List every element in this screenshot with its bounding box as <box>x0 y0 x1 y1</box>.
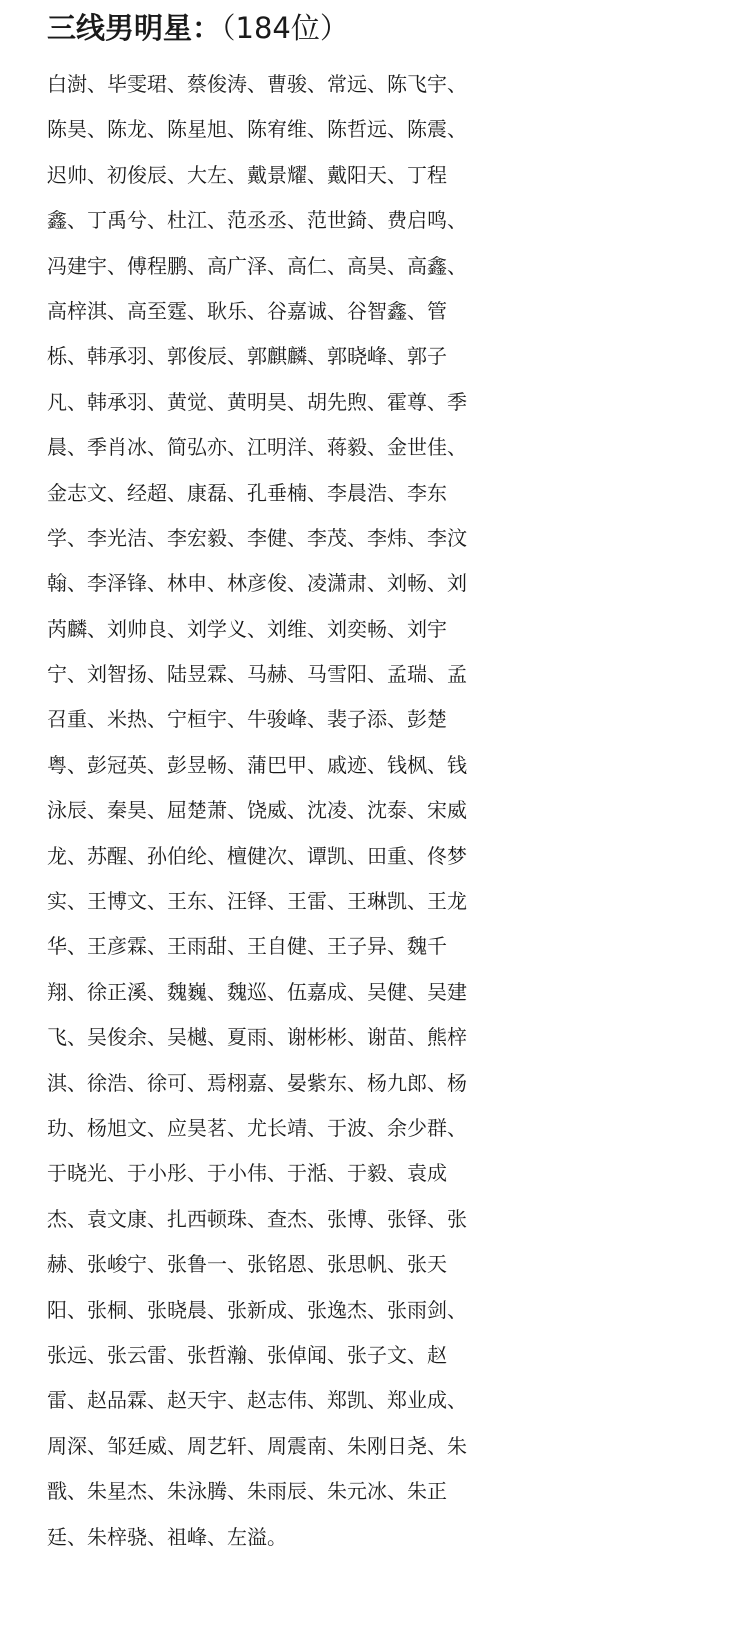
name-list-line: 冯建宇、傅程鹏、高广泽、高仁、高昊、高鑫、 <box>47 253 467 278</box>
name-list-line: 飞、吴俊余、吴樾、夏雨、谢彬彬、谢苗、熊梓 <box>47 1025 467 1050</box>
name-list-line: 翰、李泽锋、林申、林彦俊、凌潇肃、刘畅、刘 <box>47 571 467 596</box>
name-list-line: 凡、韩承羽、黄觉、黄明昊、胡先煦、霍尊、季 <box>47 389 467 414</box>
name-list-line: 龙、苏醒、孙伯纶、檀健次、谭凯、田重、佟梦 <box>47 843 467 868</box>
name-list-line: 陈昊、陈龙、陈星旭、陈宥维、陈哲远、陈震、 <box>47 117 467 142</box>
name-list-line: 金志文、经超、康磊、孔垂楠、李晨浩、李东 <box>47 480 447 505</box>
name-list-line: 粤、彭冠英、彭昱畅、蒲巴甲、戚迹、钱枫、钱 <box>47 752 467 777</box>
heading-count: （184位） <box>221 11 349 45</box>
name-list-line: 迟帅、初俊辰、大左、戴景耀、戴阳天、丁程 <box>47 162 447 187</box>
name-list-line: 芮麟、刘帅良、刘学义、刘维、刘奕畅、刘宇 <box>47 616 447 641</box>
name-list-line: 白澍、毕雯珺、蔡俊涛、曹骏、常远、陈飞宇、 <box>47 72 467 96</box>
name-list-line: 召重、米热、宁桓宇、牛骏峰、裴子添、彭楚 <box>47 707 447 732</box>
heading-title: 三线男明星： <box>47 11 222 45</box>
name-list-line: 于晓光、于小彤、于小伟、于湉、于毅、袁成 <box>47 1161 447 1186</box>
name-list-line: 玏、杨旭文、应昊茗、尤长靖、于波、余少群、 <box>47 1115 467 1140</box>
name-list-line: 宁、刘智扬、陆昱霖、马赫、马雪阳、孟瑞、孟 <box>47 662 467 687</box>
name-list-line: 张远、张云雷、张哲瀚、张倬闻、张子文、赵 <box>47 1342 447 1367</box>
name-list-line: 实、王博文、王东、汪铎、王雷、王琳凯、王龙 <box>47 889 467 914</box>
name-list-line: 晨、季肖冰、简弘亦、江明洋、蒋毅、金世佳、 <box>47 435 467 460</box>
page-heading <box>47 6 349 50</box>
name-list-line: 学、李光洁、李宏毅、李健、李茂、李炜、李汶 <box>47 525 467 550</box>
name-list-line: 华、王彦霖、王雨甜、王自健、王子异、魏千 <box>47 934 447 959</box>
name-list-line: 泳辰、秦昊、屈楚萧、饶威、沈凌、沈泰、宋威 <box>47 798 467 823</box>
name-list-line: 雷、赵品霖、赵天宇、赵志伟、郑凯、郑业成、 <box>47 1388 467 1413</box>
name-list <box>47 62 747 1560</box>
name-list-line: 栎、韩承羽、郭俊辰、郭麒麟、郭晓峰、郭子 <box>47 344 447 369</box>
name-list-line: 阳、张桐、张晓晨、张新成、张逸杰、张雨剑、 <box>47 1297 467 1322</box>
name-list-line: 杰、袁文康、扎西顿珠、查杰、张博、张铎、张 <box>47 1206 467 1231</box>
name-list-line: 戬、朱星杰、朱泳腾、朱雨辰、朱元冰、朱正 <box>47 1479 447 1504</box>
name-list-line: 高梓淇、高至霆、耿乐、谷嘉诚、谷智鑫、管 <box>47 298 447 323</box>
name-list-line: 周深、邹廷威、周艺轩、周震南、朱刚日尧、朱 <box>47 1433 467 1458</box>
name-list-line: 翔、徐正溪、魏巍、魏巡、伍嘉成、吴健、吴建 <box>47 979 467 1004</box>
name-list-line: 鑫、丁禹兮、杜江、范丞丞、范世錡、费启鸣、 <box>47 208 467 233</box>
name-list-line: 淇、徐浩、徐可、焉栩嘉、晏紫东、杨九郎、杨 <box>47 1070 467 1095</box>
name-list-line: 廷、朱梓骁、祖峰、左溢。 <box>47 1524 287 1549</box>
name-list-line: 赫、张峻宁、张鲁一、张铭恩、张思帆、张天 <box>47 1252 447 1277</box>
